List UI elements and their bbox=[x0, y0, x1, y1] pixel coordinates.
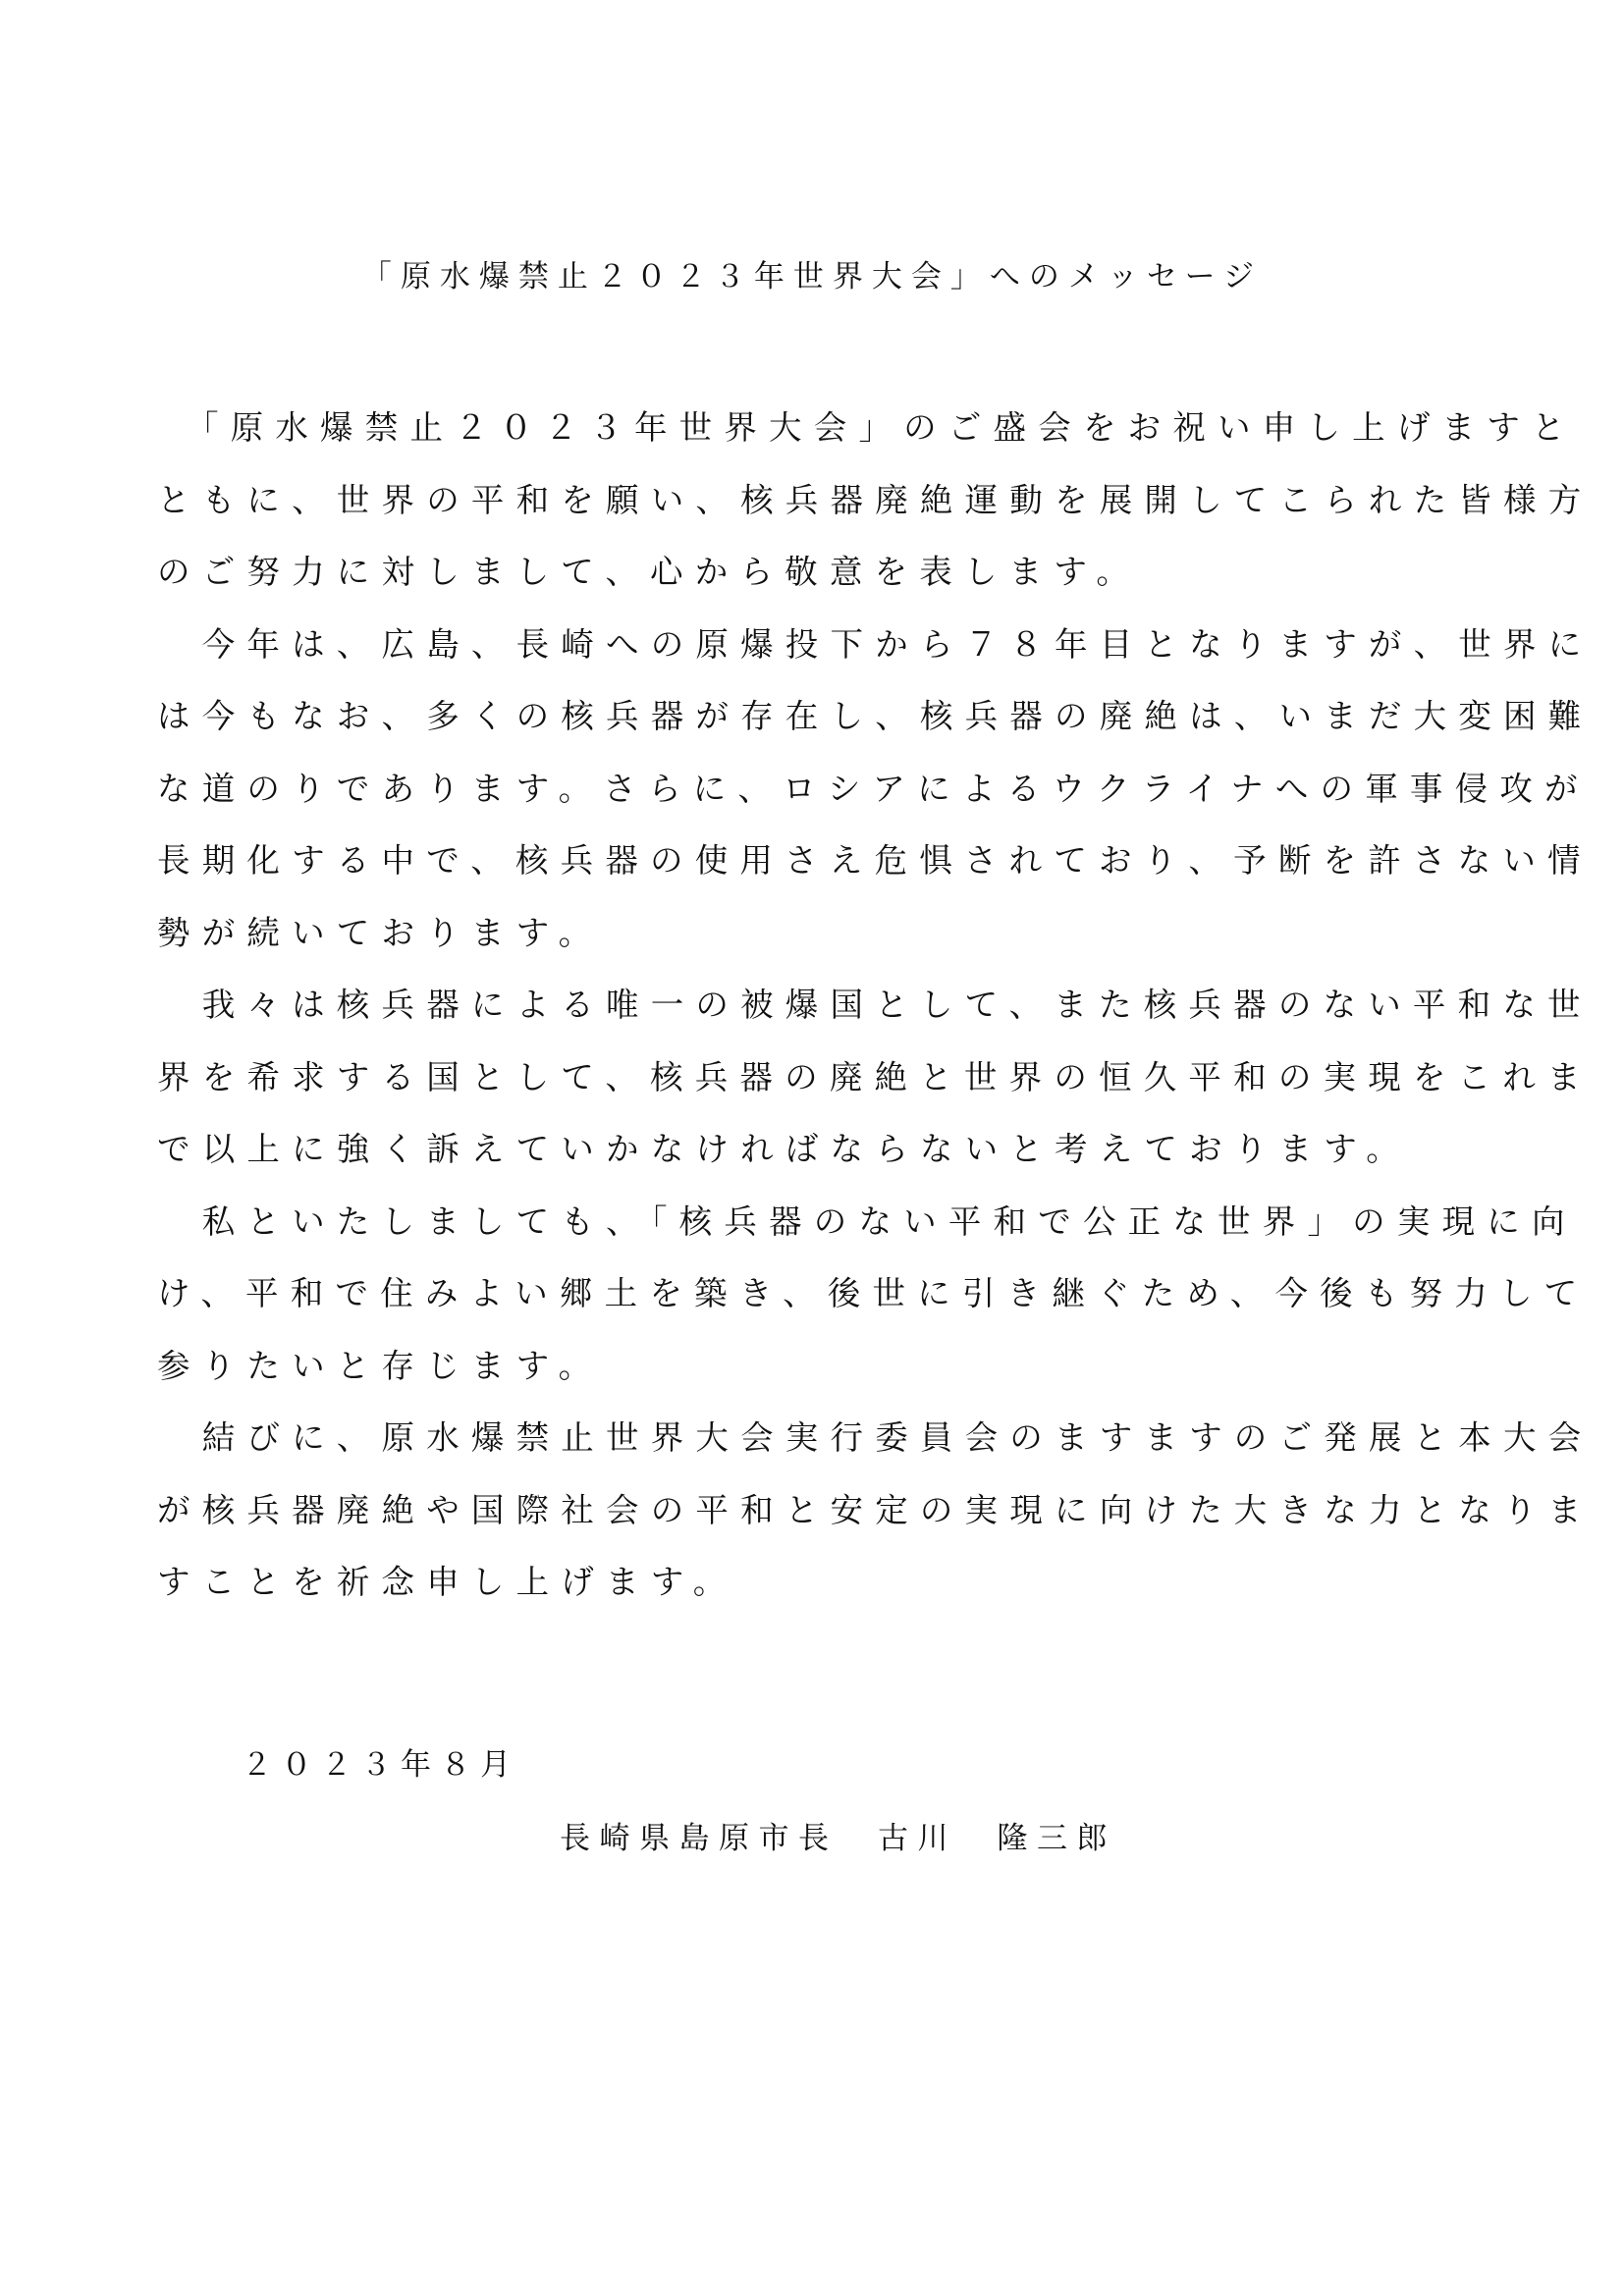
message-body bbox=[157, 399, 1594, 1626]
body-line: ともに、世界の平和を願い、核兵器廃絶運動を展開してこられた皆様方 bbox=[157, 480, 1594, 519]
document-date: ２０２３年８月 bbox=[242, 1747, 520, 1783]
body-line: な道のりであります。さらに、ロシアによるウクライナへの軍事侵攻が bbox=[157, 769, 1590, 808]
body-line: すことを祈念申し上げます。 bbox=[157, 1563, 738, 1601]
body-line: 参りたいと存じます。 bbox=[157, 1346, 604, 1385]
body-line: 界を希求する国として、核兵器の廃絶と世界の恒久平和の実現をこれま bbox=[157, 1057, 1593, 1096]
body-line: で以上に強く訴えていかなければならないと考えております。 bbox=[157, 1130, 1411, 1168]
body-line: け、平和で住みよい郷土を築き、後世に引き継ぐため、今後も努力して bbox=[157, 1274, 1590, 1312]
body-line: 結びに、原水爆禁止世界大会実行委員会のますますのご発展と本大会 bbox=[157, 1418, 1594, 1457]
body-line: 私といたしましても、「核兵器のない平和で公正な世界」の実現に向 bbox=[157, 1201, 1577, 1241]
document-title: 「原水爆禁止２０２３年世界大会」へのメッセージ bbox=[360, 259, 1264, 294]
body-line: 我々は核兵器による唯一の被爆国として、また核兵器のない平和な世 bbox=[157, 986, 1593, 1024]
body-line: が核兵器廃絶や国際社会の平和と安定の実現に向けた大きな力となりま bbox=[157, 1490, 1594, 1529]
body-line: 「原水爆禁止２０２３年世界大会」のご盛会をお祝い申し上げますと bbox=[157, 408, 1577, 447]
body-line: 今年は、広島、長崎への原爆投下から７８年目となりますが、世界に bbox=[157, 624, 1594, 664]
body-line: は今もなお、多くの核兵器が存在し、核兵器の廃絶は、いまだ大変困難 bbox=[157, 697, 1594, 735]
body-line: 長期化する中で、核兵器の使用さえ危惧されており、予断を許さない情 bbox=[157, 841, 1593, 880]
signature-line: 長崎県島原市長 古川 隆三郎 bbox=[560, 1821, 1116, 1856]
body-line: のご努力に対しまして、心から敬意を表します。 bbox=[157, 553, 1142, 591]
body-line: 勢が続いております。 bbox=[157, 913, 604, 952]
